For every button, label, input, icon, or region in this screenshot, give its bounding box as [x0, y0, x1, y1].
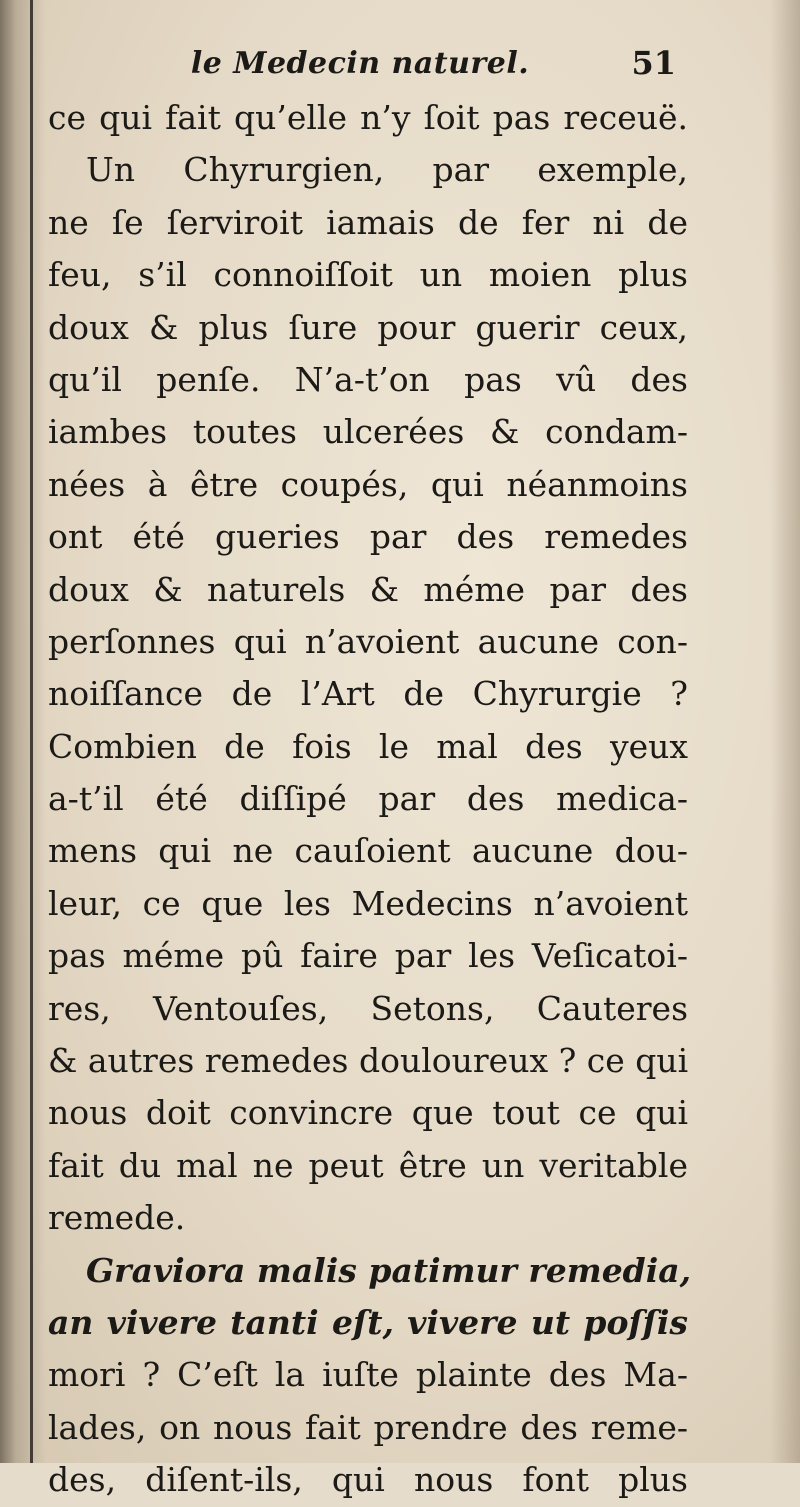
text-line: ne ſe ſerviroit iamais de fer ni de — [48, 202, 688, 242]
text-line: feu, s’il connoiſſoit un moien plus — [48, 255, 688, 295]
page-edge-shadow — [770, 0, 800, 1463]
text-line: doux & plus ſure pour guerir ceux, — [48, 307, 688, 347]
text-line: fait du mal ne peut être un veritable — [48, 1145, 688, 1185]
text-line: mens qui ne cauſoient aucune dou- — [48, 831, 688, 871]
text-line: Combien de fois le mal des yeux — [48, 726, 688, 766]
text-line: iambes toutes ulcerées & condam- — [48, 412, 688, 452]
latin-quote-line: Graviora malis patimur remedia, — [86, 1250, 692, 1290]
text-line: doux & naturels & méme par des — [48, 569, 688, 609]
text-line: ont été gueries par des remedes — [48, 517, 688, 557]
running-header — [40, 42, 680, 92]
text-line: nous doit convincre que tout ce qui — [48, 1093, 688, 1133]
text-line: & autres remedes douloureux ? ce qui — [48, 1041, 689, 1081]
gutter-rule — [30, 0, 33, 1463]
text-line: a-t’il été diſſipé par des medica- — [48, 779, 688, 819]
text-line: nées à être coupés, qui néanmoins — [48, 464, 688, 504]
text-line: remede. — [48, 1198, 186, 1238]
text-line: des, diſent-ils, qui nous font plus — [48, 1460, 688, 1500]
latin-quote-line: an vivere tanti eſt, vivere ut poſſis — [48, 1302, 688, 1342]
page-number: 51 — [631, 44, 676, 82]
text-line: Un Chyrurgien, par exemple, — [86, 150, 688, 190]
gutter-shadow — [0, 0, 46, 1463]
text-line: pas méme pû faire par les Veſicatoi- — [48, 936, 688, 976]
text-line: perſonnes qui n’avoient aucune con- — [48, 621, 688, 661]
text-line: mori ? C’eſt la iuſte plainte des Ma- — [48, 1355, 688, 1395]
text-line: qu’il penſe. N’a-t’on pas vû des — [48, 359, 688, 399]
text-line: noiſſance de l’Art de Chyrurgie ? — [48, 674, 688, 714]
body-text — [48, 92, 692, 1507]
text-line: leur, ce que les Medecins n’avoient — [48, 883, 688, 923]
text-line: ce qui fait qu’elle n’y ſoit pas receuë. — [48, 98, 688, 137]
running-title: le Medecin naturel. — [190, 46, 530, 81]
text-line: lades, on nous fait prendre des reme- — [48, 1407, 688, 1447]
text-line: res, Ventouſes, Setons, Cauteres — [48, 988, 688, 1028]
